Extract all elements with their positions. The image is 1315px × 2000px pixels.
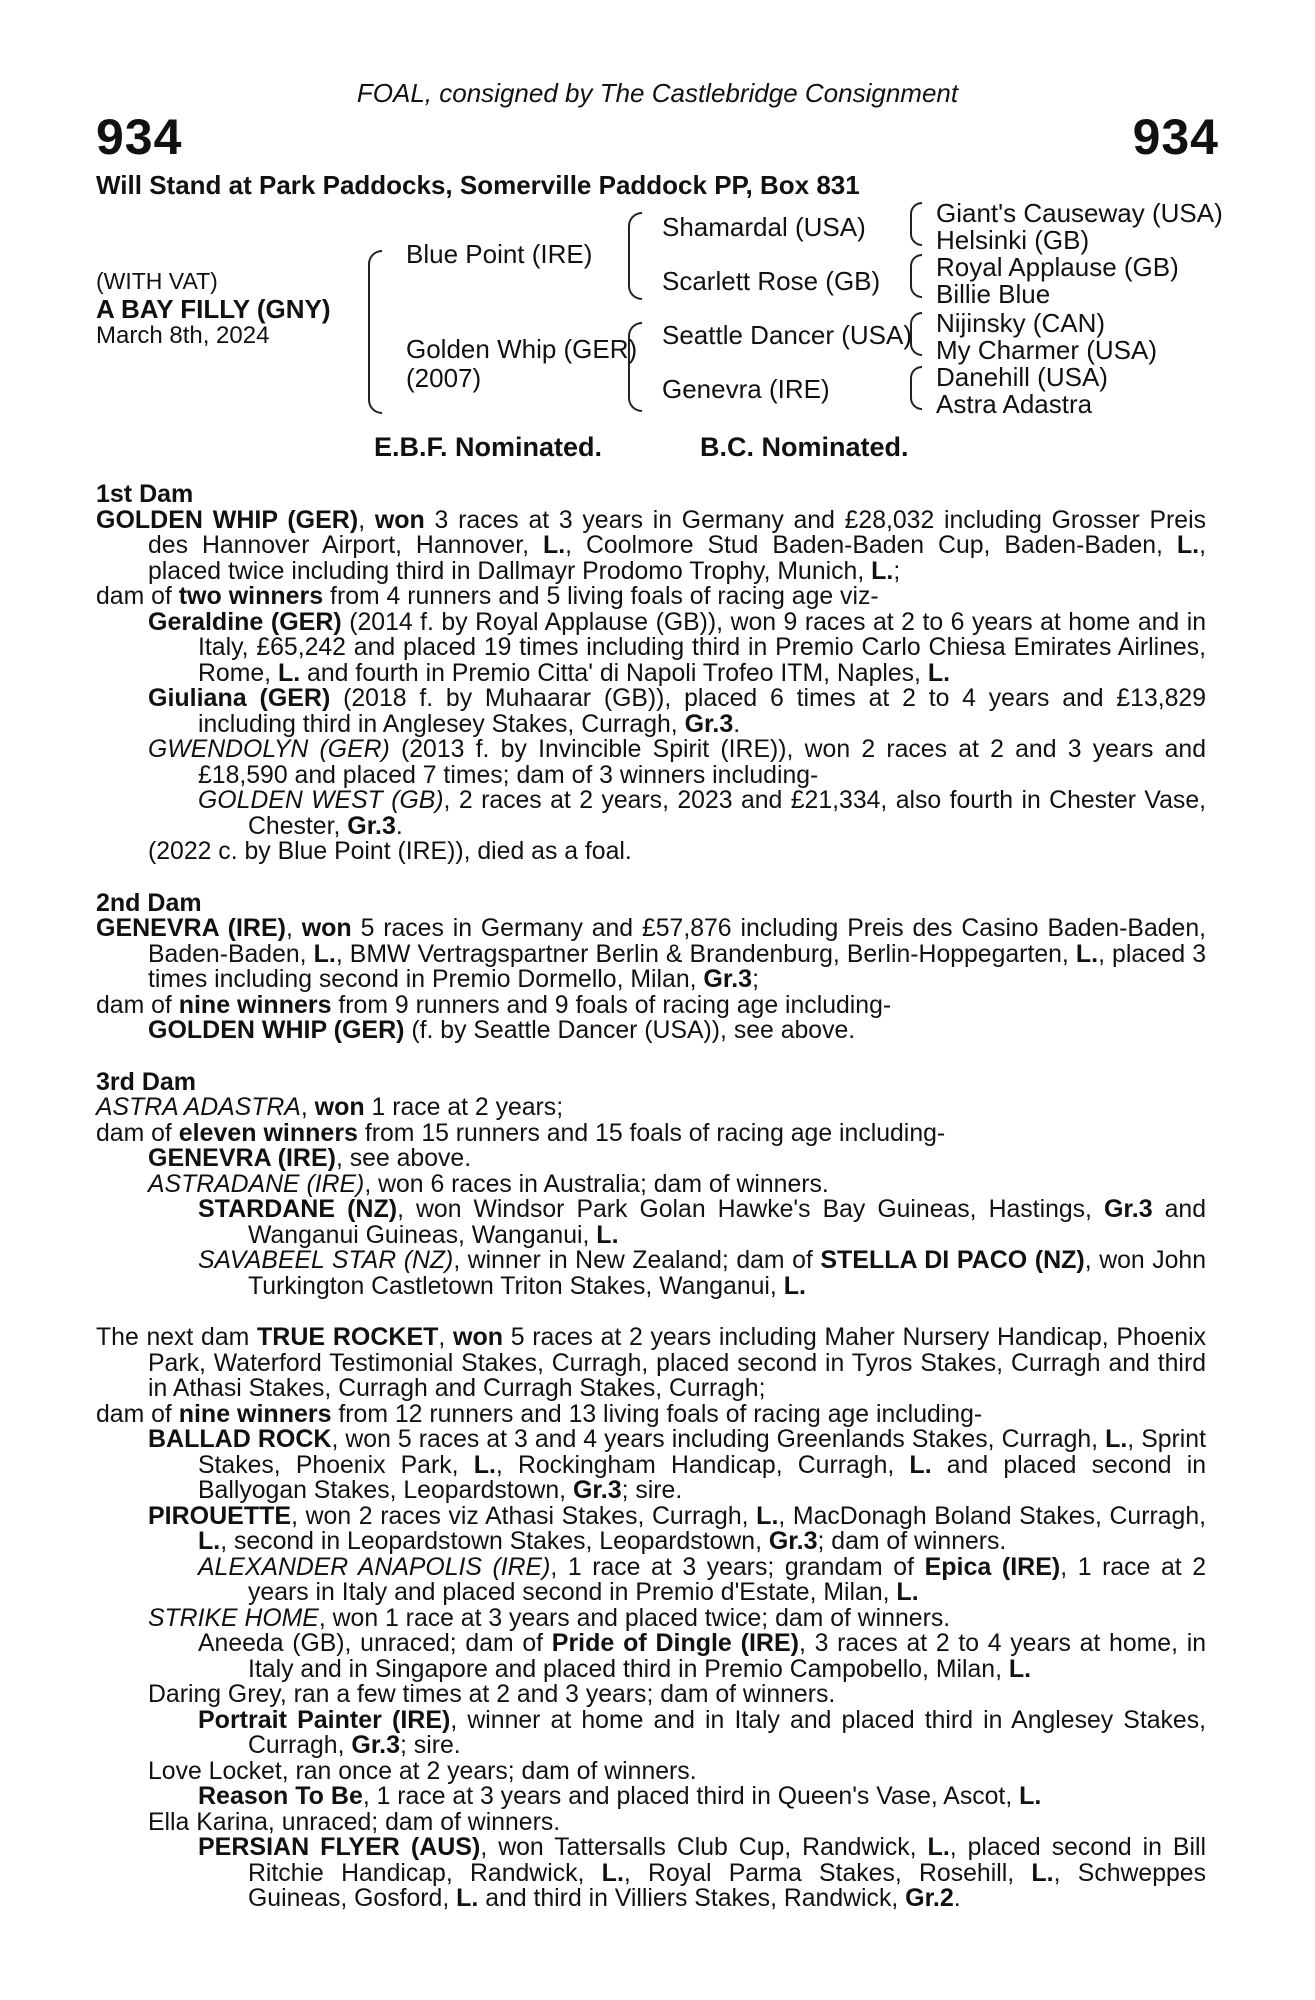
next-dam-produce-summary: dam of nine winners from 12 runners and 13 living foals of racing age including- bbox=[96, 1399, 983, 1428]
first-dam-grandfoal-golden-west: GOLDEN WEST (GB), 2 races at 2 years, 2023 and £21,334, also fourth in Chester Vase, Chester, Gr.3. bbox=[198, 787, 1206, 840]
first-dam-record: GOLDEN WHIP (GER), won 3 races at 3 years in Germany and £28,032 including Grosser Preis des Hannover Airport, Hannover, L., Coolmore Stud Baden-Baden Cup, Baden-Baden, L., placed twice including third in Dallmayr Prodomo Trophy, Munich, L.; bbox=[96, 505, 1207, 585]
next-dam-foal-ballad-rock: BALLAD ROCK, won 5 races at 3 and 4 years including Greenlands Stakes, Curragh, L., Sprint Stakes, Phoenix Park, L., Rockingham Handicap, Curragh, L. and placed second in Ballyogan Stakes, Leopardstown, Gr.3; sire. bbox=[148, 1425, 1207, 1504]
pedigree-dam: Golden Whip (GER) bbox=[406, 334, 638, 364]
pedigree-brace-sd bbox=[910, 254, 922, 298]
pedigree-sire-dam: Scarlett Rose (GB) bbox=[662, 266, 881, 296]
next-dam-foal-love-locket: Love Locket, ran once at 2 years; dam of winners. bbox=[148, 1757, 697, 1785]
first-dam-foal-giuliana: Giuliana (GER) (2018 f. by Muhaarar (GB)), placed 6 times at 2 to 4 years and £13,829 including third in Anglesey Stakes, Curragh, Gr.3. bbox=[148, 684, 1207, 738]
bc-nomination: B.C. Nominated. bbox=[700, 432, 909, 462]
first-dam-foal-gwendolyn: GWENDOLYN (GER) (2013 f. by Invincible Spirit (IRE)), won 2 races at 2 and 3 years and £18,590 and placed 7 times; dam of 3 winners including- bbox=[148, 736, 1206, 789]
next-dam-record: The next dam TRUE ROCKET, won 5 races at 2 years including Maher Nursery Handicap, Phoenix Park, Waterford Testimonial Stakes, Curragh, placed second in Tyros Stakes, Curragh and third in Athasi Stakes, Curragh and Curragh Stakes, Curragh; bbox=[96, 1323, 1206, 1402]
pedigree-sire-sire: Shamardal (USA) bbox=[662, 212, 866, 242]
first-dam-foal-2022: (2022 c. by Blue Point (IRE)), died as a foal. bbox=[148, 838, 632, 865]
third-dam-foal-astradane: ASTRADANE (IRE), won 6 races in Australia; dam of winners. bbox=[148, 1170, 829, 1198]
lot-number-right: 934 bbox=[1132, 109, 1219, 165]
lot-number-left: 934 bbox=[96, 109, 183, 165]
pedigree-brace-main bbox=[368, 250, 382, 414]
second-dam-heading: 2nd Dam bbox=[96, 888, 202, 917]
family-notes bbox=[96, 482, 1206, 1912]
third-dam-record: ASTRA ADASTRA, won 1 race at 2 years; bbox=[96, 1093, 564, 1121]
next-dam-grandfoal-alexander-anapolis: ALEXANDER ANAPOLIS (IRE), 1 race at 3 years; grandam of Epica (IRE), 1 race at 2 years in Italy and placed second in Premio d'Estate, Milan, L. bbox=[198, 1552, 1207, 1606]
pedigree-dam-dam: Genevra (IRE) bbox=[662, 374, 830, 404]
pedigree-ddd: Astra Adastra bbox=[936, 389, 1093, 419]
pedigree-sire: Blue Point (IRE) bbox=[406, 239, 593, 269]
next-dam-grandfoal-reason-to-be: Reason To Be, 1 race at 3 years and placed third in Queen's Vase, Ascot, L. bbox=[198, 1782, 1042, 1810]
pedigree-brace-ss bbox=[910, 202, 922, 246]
next-dam-grandfoal-persian-flyer: PERSIAN FLYER (AUS), won Tattersalls Club Cup, Randwick, L., placed second in Bill Ritchie Handicap, Randwick, L., Royal Parma Stakes, Rosehill, L., Schweppes Guineas, Gosford, L. and third in Villiers Stakes, Randwick, Gr.2. bbox=[198, 1833, 1206, 1912]
pedigree-ssd: Helsinki (GB) bbox=[936, 225, 1090, 255]
catalogue-subtitle: FOAL, consigned by The Castlebridge Consignment bbox=[356, 78, 959, 108]
pedigree-dss: Nijinsky (CAN) bbox=[936, 308, 1105, 338]
third-dam-grandfoal-stardane: STARDANE (NZ), won Windsor Park Golan Hawke's Bay Guineas, Hastings, Gr.3 and Wanganui Guineas, Wanganui, L. bbox=[198, 1195, 1207, 1249]
first-dam-foal-geraldine: Geraldine (GER) (2014 f. by Royal Applause (GB)), won 9 races at 2 to 6 years at home and in Italy, £65,242 and placed 19 times including third in Premio Carlo Chiesa Emirates Airlines, Rome, L. and fourth in Premio Citta' di Napoli Trofeo ITM, Naples, L. bbox=[148, 607, 1206, 687]
pedigree-dds: Danehill (USA) bbox=[936, 362, 1108, 392]
ebf-nomination: E.B.F. Nominated. bbox=[374, 432, 603, 462]
first-dam-produce-summary: dam of two winners from 4 runners and 5 living foals of racing age viz- bbox=[96, 582, 879, 610]
third-dam-grandfoal-savabeel-star: SAVABEEL STAR (NZ), winner in New Zealand; dam of STELLA DI PACO (NZ), won John Turkington Castletown Triton Stakes, Wanganui, L. bbox=[198, 1246, 1206, 1300]
pedigree-sdd: Billie Blue bbox=[936, 279, 1051, 309]
vat-note: (WITH VAT) bbox=[96, 268, 218, 294]
horse-name: A BAY FILLY (GNY) bbox=[96, 294, 331, 324]
pedigree-sds: Royal Applause (GB) bbox=[936, 252, 1179, 282]
first-dam-heading: 1st Dam bbox=[96, 480, 194, 508]
pedigree-brace-dd bbox=[910, 366, 922, 410]
second-dam-record: GENEVRA (IRE), won 5 races in Germany and £57,876 including Preis des Casino Baden-Baden, Baden-Baden, L., BMW Vertragspartner Berlin & Brandenburg, Berlin-Hoppegarten, L., placed 3 times including second in Premio Dormello, Milan, Gr.3; bbox=[96, 914, 1206, 993]
next-dam-foal-pirouette: PIROUETTE, won 2 races viz Athasi Stakes, Curragh, L., MacDonagh Boland Stakes, Curragh, L., second in Leopardstown Stakes, Leopardstown, Gr.3; dam of winners. bbox=[148, 1501, 1206, 1555]
third-dam-foal-genevra: GENEVRA (IRE), see above. bbox=[148, 1144, 472, 1172]
next-dam-foal-strike-home: STRIKE HOME, won 1 race at 3 years and placed twice; dam of winners. bbox=[148, 1604, 951, 1632]
third-dam-produce-summary: dam of eleven winners from 15 runners and 15 foals of racing age including- bbox=[96, 1118, 946, 1147]
third-dam-heading: 3rd Dam bbox=[96, 1067, 197, 1096]
pedigree-brace-sire bbox=[628, 212, 642, 300]
next-dam-foal-ella-karina: Ella Karina, unraced; dam of winners. bbox=[148, 1808, 561, 1836]
pedigree-dsd: My Charmer (USA) bbox=[936, 335, 1158, 365]
next-dam-grandfoal-portrait-painter: Portrait Painter (IRE), winner at home and in Italy and placed third in Anglesey Stakes, Curragh, Gr.3; sire. bbox=[198, 1705, 1206, 1759]
second-dam-produce-summary: dam of nine winners from 9 runners and 9 foals of racing age including- bbox=[96, 990, 892, 1019]
second-dam-foal-golden-whip: GOLDEN WHIP (GER) (f. by Seattle Dancer (USA)), see above. bbox=[148, 1016, 856, 1044]
pedigree-dam-sire: Seattle Dancer (USA) bbox=[662, 320, 912, 350]
next-dam-foal-daring-grey: Daring Grey, ran a few times at 2 and 3 years; dam of winners. bbox=[148, 1681, 836, 1708]
pedigree-sss: Giant's Causeway (USA) bbox=[936, 198, 1223, 228]
pedigree-dam-year: (2007) bbox=[406, 363, 482, 393]
horse-dob: March 8th, 2024 bbox=[96, 322, 270, 349]
next-dam-grandfoal-aneeda: Aneeda (GB), unraced; dam of Pride of Dingle (IRE), 3 races at 2 to 4 years at home, in Italy and in Singapore and placed third in Premio Campobello, Milan, L. bbox=[198, 1629, 1206, 1683]
stand-location: Will Stand at Park Paddocks, Somerville Paddock PP, Box 831 bbox=[96, 170, 860, 200]
